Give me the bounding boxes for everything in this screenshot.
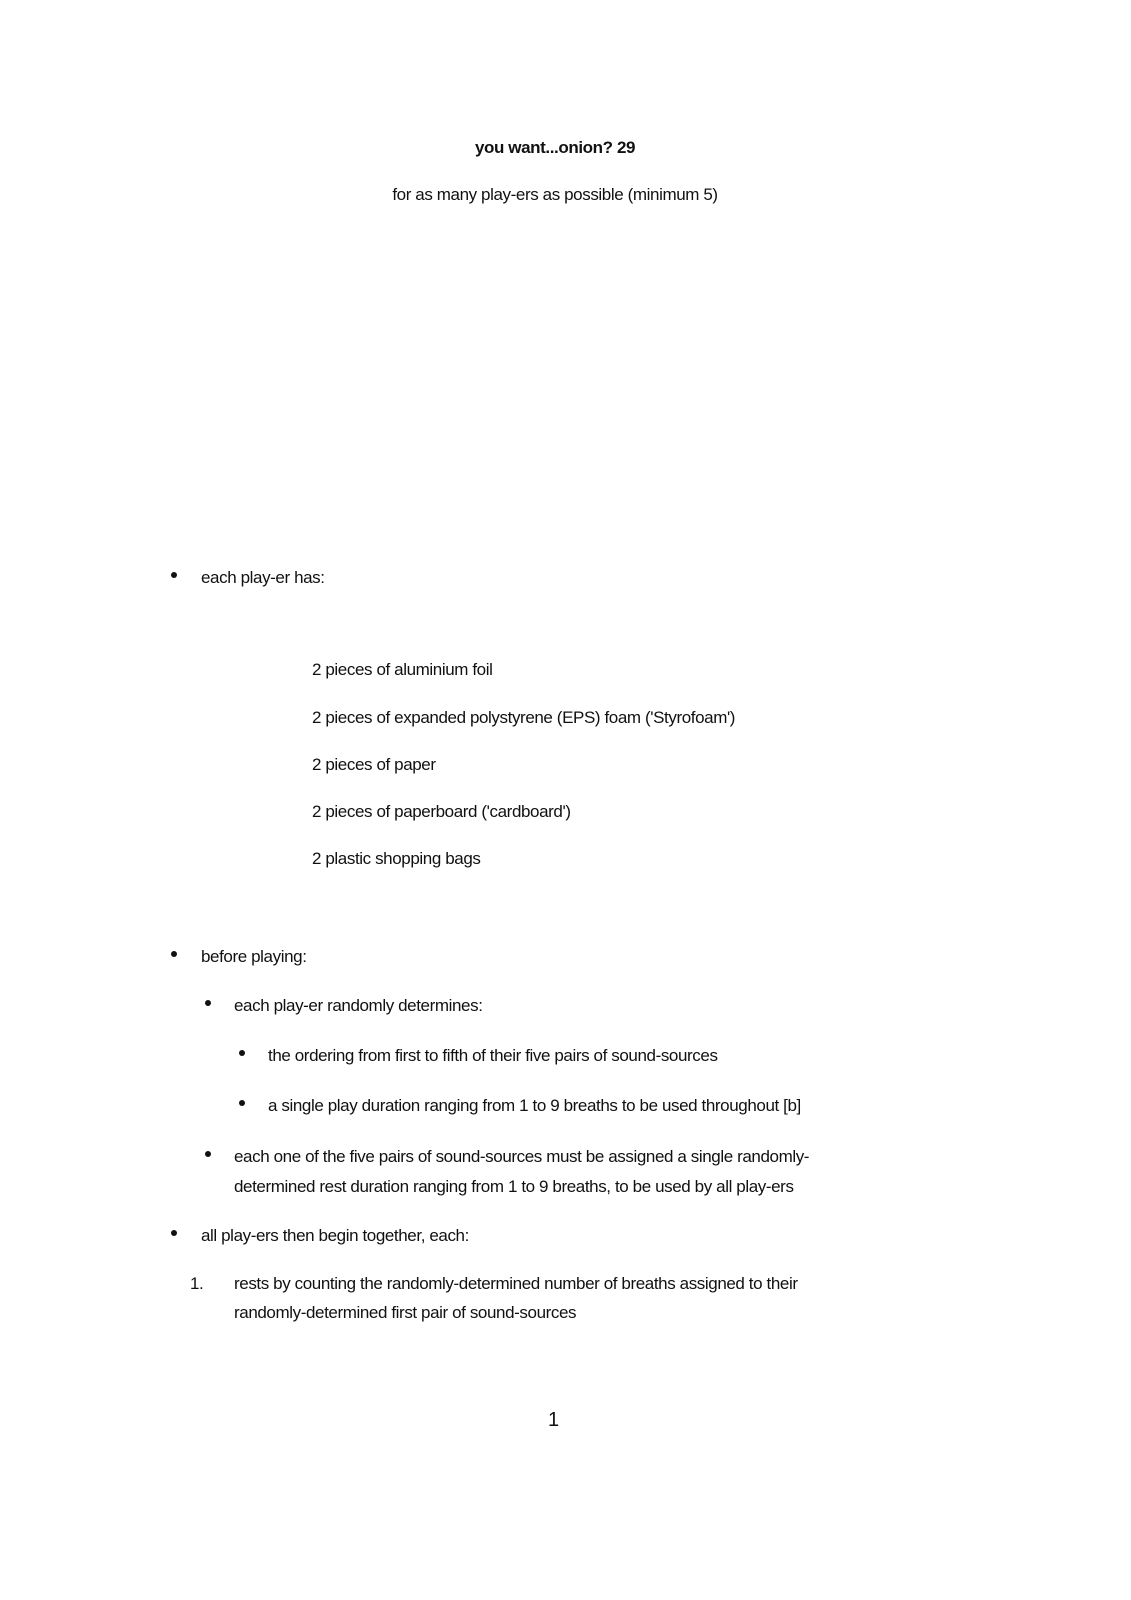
section-heading: all play-ers then begin together, each: [201, 1226, 469, 1245]
section-heading: each play-er has: [201, 568, 325, 587]
bullet-icon [205, 1151, 211, 1157]
list-item: determined rest duration ranging from 1 to 9 breaths, to be used by all play-ers [234, 1177, 794, 1196]
bullet-icon [171, 951, 177, 957]
list-item: 2 pieces of paperboard ('cardboard') [312, 802, 571, 821]
list-item: 2 pieces of paper [312, 755, 436, 774]
list-item: each play-er randomly determines: [234, 996, 483, 1015]
step-text: randomly-determined first pair of sound-sources [234, 1303, 577, 1322]
list-item: 2 pieces of expanded polystyrene (EPS) foam ('Styrofoam') [312, 708, 736, 727]
bullet-icon [205, 1000, 211, 1006]
bullet-icon [171, 572, 177, 578]
bullet-icon [239, 1100, 245, 1106]
list-item: each one of the five pairs of sound-sources must be assigned a single randomly- [234, 1147, 810, 1166]
page-number: 1 [548, 1409, 559, 1431]
subtitle: for as many play-ers as possible (minimum 5) [392, 185, 718, 204]
section-heading: before playing: [201, 947, 307, 966]
list-item: 2 plastic shopping bags [312, 849, 481, 868]
list-item: the ordering from first to fifth of their five pairs of sound-sources [268, 1046, 718, 1065]
step-text: rests by counting the randomly-determined number of breaths assigned to their [234, 1274, 798, 1293]
page-title: you want...onion? 29 [474, 138, 636, 157]
list-item: a single play duration ranging from 1 to 9 breaths to be used throughout [b] [268, 1096, 801, 1115]
bullet-icon [239, 1050, 245, 1056]
bullet-icon [171, 1230, 177, 1236]
step-number: 1. [190, 1274, 204, 1293]
list-item: 2 pieces of aluminium foil [312, 660, 493, 679]
